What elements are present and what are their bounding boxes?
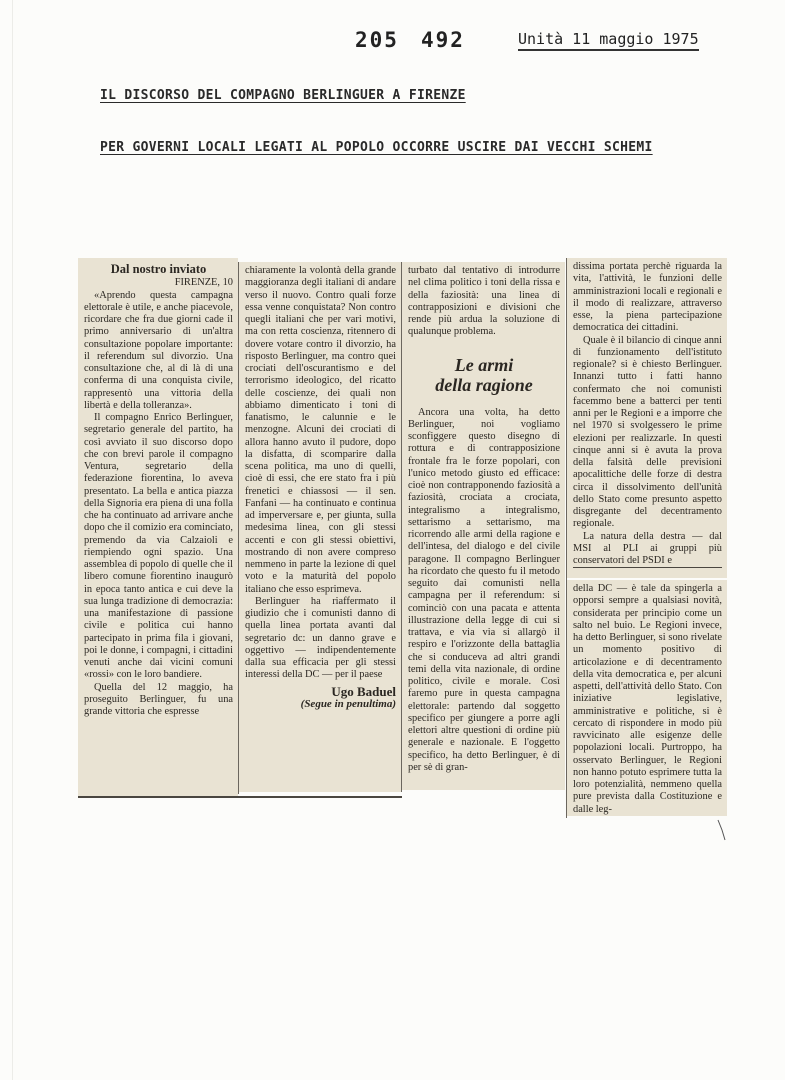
paragraph: «Aprendo questa campagna elettorale è utile, e anche piacevole, ricordare che fra due giorni cade il primo anniversario di un'altra consultazione popolare importante: il referendum sul divorzio. Una consultazione che, al di là di una conferma di una conquista civile, rappresentò una vittoria della libertà e della tolleranza».: [84, 289, 233, 411]
paragraph: Ancora una volta, ha detto Berlinguer, noi vogliamo sconfiggere questo disegno di rottura e di contrapposizione frontale fra le forze popolari, con l'unico metodo giusto ed efficace: cioè non contrapponendo faziosità a faziosità, crociata a crociata, integralismo a integralismo, settarismo a settarismo, ma ricorrendo alle armi della ragione e dell'intesa, del dialogo e del civile paragone. Il compagno Berlinguer ha ricordato che questo fu il metodo seguito dai comunisti nella campagna per il referendum: si cominciò con una pacata e attenta illustrazione della legge di cui si trattava, e via via si allargò il respiro e l'orizzonte della battaglia che si conduceva ad altri grandi temi della vita nazionale, di ordine politico, civile e morale. Così faremo pure in questa campagna elettorale: partendo dal soggetto specifico per giungere a porre agli elettori altre questioni di ordine più generale e nazionale. E l'oggetto specifico, ha detto Berlinguer, è di per sè di gran-: [408, 406, 560, 773]
column-rule: [566, 258, 567, 818]
paragraph: della DC — è tale da spingerla a opporsi sempre a qualsiasi novità, considerata per principio come un salto nel buio. Le Regioni invece, ha detto Berlinguer, si sono rivelate un momento positivo di articolazione e di decentramento della vita democratica e, per alcuni aspetti, dell'attività dello Stato. Con iniziative legislative, amministrative e politiche, si è cercato di rispondere in modo più ravvicinato alle esigenze delle popolazioni locali. Purtroppo, ha osservato Berlinguer, le Regioni non hanno potuto esprimere tutta la loro potenzialità, nemmeno quella pure prevista dalla Costituzione e dalle leg-: [573, 583, 722, 815]
paragraph: Berlinguer ha riaffermato il giudizio che i comunisti danno di quella linea portata avanti dal segretario dc: un danno grave e oggettivo — indipendentemente dalla sua efficacia per gli stessi interessi della DC — per il paese: [245, 595, 396, 681]
article-column-1: [78, 258, 238, 796]
paragraph: La natura della destra — dal MSI al PLI ai gruppi più conservatori del PSDI e: [573, 531, 722, 569]
paragraph: dissima portata perchè riguarda la vita, l'attività, le funzioni delle amministrazioni locali e regionali e il modo di realizzare, attraverso esse, la piena partecipazione democratica dei cittadini.: [573, 261, 722, 334]
pen-mark-icon: [712, 818, 732, 842]
column-rule: [238, 262, 239, 794]
byline: Ugo Baduel: [331, 683, 396, 699]
subheading: [408, 355, 560, 395]
source-citation: Unità 11 maggio 1975: [518, 30, 699, 51]
continuation-note: (Segue in penultima): [300, 697, 396, 710]
kicker: Dal nostro inviato: [110, 262, 207, 276]
headline-1: IL DISCORSO DEL COMPAGNO BERLINGUER A FIRENZE: [100, 88, 466, 103]
dateline: FIRENZE, 10: [174, 277, 233, 289]
subheading-line-1: Le armi: [454, 354, 514, 375]
headline-2: PER GOVERNI LOCALI LEGATI AL POPOLO OCCORRE USCIRE DAI VECCHI SCHEMI: [100, 140, 653, 155]
article-column-4-top: [567, 258, 727, 578]
page-edge-line: [12, 0, 13, 1080]
column-rule: [401, 262, 402, 792]
article-column-3: [402, 262, 565, 790]
paragraph: Quella del 12 maggio, ha proseguito Berlinguer, fu una grande vittoria che espresse: [84, 681, 233, 717]
paragraph: Il compagno Enrico Berlinguer, segretario generale del partito, ha così avviato il suo discorso dopo che con brevi parole il compagno Ventura, segretario della federazione fiorentina, lo aveva presentato. La bella e antica piazza della Signoria era piena di una folla che ha continuato ad arrivare anche dopo che il comizio era cominciato, premendo da via Calzaioli e riempiendo ogni spazio. Una assemblea di popolo di quelle che il libero comune fiorentino inaugurò in epoca tanto antica e cui deve la sua lunga tradizione di democrazia: una manifestazione di passione civile e politica cui hanno partecipato in prima fila i giovani, poi le donne, i compagni, i cittadini venuti anche dai vicini comuni «rossi» con le loro bandiere.: [84, 412, 233, 681]
paragraph: chiaramente la volontà della grande maggioranza degli italiani di andare verso il nuovo. Contro quali forze essa venne conquistata? Non contro quegli italiani che per vari motivi, ma con retta coscienza, ritennero di dovere votare contro il divorzio, ha risposto Berlinguer, ma contro quei crociati dell'oscurantismo e del terrorismo ideologico, del ricatto delle coscienze, dei quali non abbiamo dimenticato i toni di fanatismo, le calunnie e le menzogne. Alcuni dei crociati di allora hanno avuto il pudore, dopo la disfatta, di scomparire dalla scena politica, ma uno di quelli, cioè di essi, che ere stato fra i più frenetici e chiassosi — il sen. Fanfani — ha continuato e continua ad imperversare e, per giunta, sulla medesima linea, con gli stessi accenti e con gli stessi obiettivi, mostrando di non avere compreso nemmeno in parte la lezione di quel voto e la maturità del popolo italiano che esso esprimeva.: [245, 265, 396, 595]
archive-number-1: 205: [355, 28, 399, 52]
bottom-rule: [78, 796, 402, 798]
subheading-line-2: della ragione: [435, 374, 533, 395]
paragraph: Quale è il bilancio di cinque anni di funzionamento dell'istituto regionale? si è chiesto Berlinguer. Innanzi tutto i fatti hanno confermato che noi comunisti facemmo bene a batterci per tenti anni per le Regioni e a imporre che nel 1970 si svolgessero le prime elezioni per realizzarle. In questi cinque anni si è avuta la prova della falsità delle previsioni apocalittiche delle forze di destra circa il dissolvimento dell'unità dello Stato come presunto aspetto disgregante del decentramento regionale.: [573, 334, 722, 530]
article-column-2: [239, 262, 401, 792]
article-column-4-bottom: [567, 580, 727, 816]
archive-number: [355, 28, 465, 52]
paragraph: turbato dal tentativo di introdurre nel clima politico i toni della rissa e della faziosità: una linea di contrapposizioni e divisioni che rende più ardua la soluzione di qualunque problema.: [408, 265, 560, 338]
archive-number-2: 492: [420, 28, 465, 52]
